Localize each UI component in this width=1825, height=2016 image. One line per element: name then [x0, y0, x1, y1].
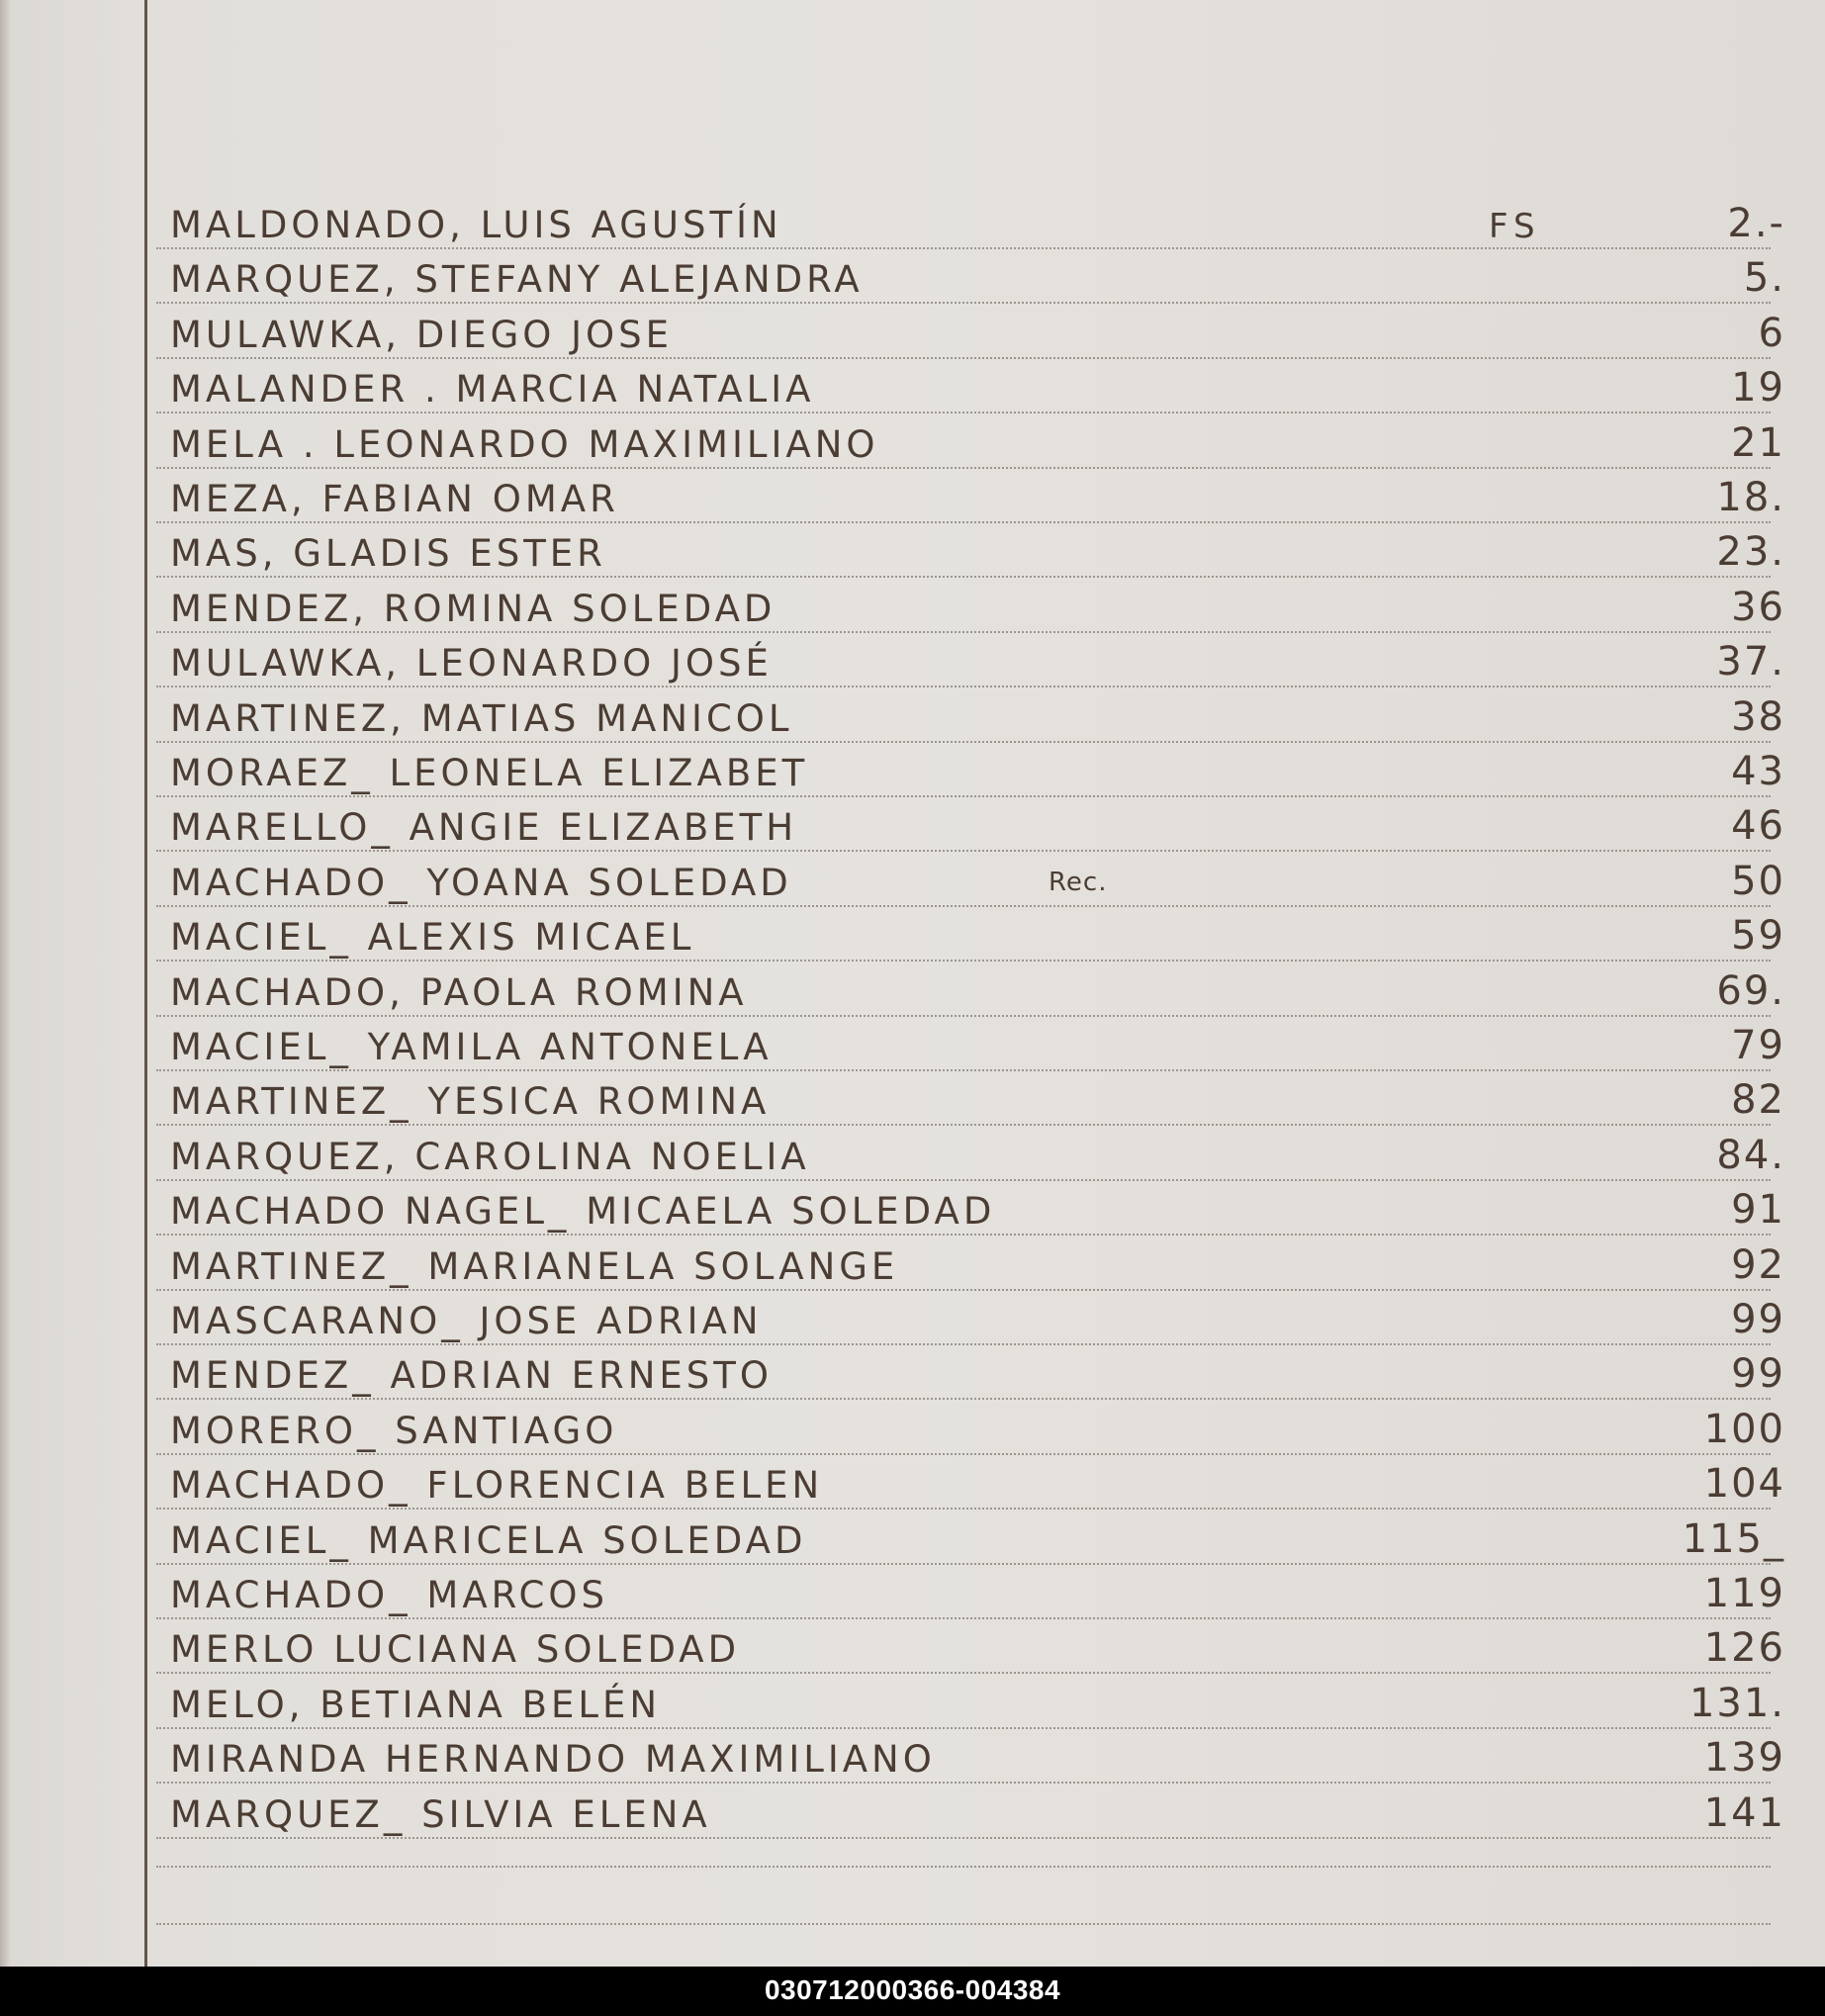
entry-folio: 115_ [1682, 1516, 1785, 1562]
entry-name: MIRANDA HERNANDO MAXIMILIANO [170, 1738, 936, 1781]
entry-name: MARQUEZ, CAROLINA NOELIA [170, 1136, 810, 1178]
entry-folio: 92 [1731, 1242, 1785, 1288]
entry-folio: 79 [1731, 1023, 1785, 1068]
list-item [0, 466, 1825, 521]
list-item [0, 1234, 1825, 1289]
list-item [0, 1616, 1825, 1672]
list-item [0, 904, 1825, 960]
folio-header-label: FS [1489, 207, 1541, 246]
entry-folio: 50 [1731, 859, 1785, 904]
list-item [0, 794, 1825, 850]
entry-name: MASCARANO_ JOSE ADRIAN [170, 1300, 763, 1342]
entry-folio: 18. [1716, 475, 1785, 520]
list-item [0, 1124, 1825, 1179]
entry-folio: 126 [1703, 1625, 1785, 1671]
entry-name: MEZA, FABIAN OMAR [170, 478, 619, 520]
list-item [0, 520, 1825, 576]
entry-folio: 21 [1731, 420, 1785, 466]
entry-folio: 43 [1731, 749, 1785, 794]
list-item [0, 1288, 1825, 1343]
entry-folio: 100 [1703, 1407, 1785, 1452]
entry-name: MERLO LUCIANA SOLEDAD [170, 1628, 741, 1671]
entry-name: MARQUEZ_ SILVIA ELENA [170, 1793, 711, 1836]
entry-name: MACHADO_ MARCOS [170, 1574, 608, 1616]
list-item [0, 1782, 1825, 1837]
entry-name: MACHADO, PAOLA ROMINA [170, 971, 748, 1014]
entry-folio: 139 [1703, 1735, 1785, 1781]
list-item [0, 630, 1825, 686]
entry-name: MACHADO NAGEL_ MICAELA SOLEDAD [170, 1190, 996, 1233]
entry-folio: 91 [1731, 1187, 1785, 1233]
list-item [0, 1398, 1825, 1453]
list-item [0, 412, 1825, 467]
ruled-line [156, 1923, 1771, 1925]
entry-folio: 84. [1716, 1133, 1785, 1178]
entry-name: MACIEL_ ALEXIS MICAEL [170, 916, 695, 959]
entry-folio: 131. [1688, 1681, 1785, 1726]
entry-name: MACIEL_ YAMILA ANTONELA [170, 1026, 773, 1068]
entry-name: MORERO_ SANTIAGO [170, 1410, 618, 1452]
entry-name: MARTINEZ, MATIAS MANICOL [170, 697, 793, 740]
entry-folio: 59 [1731, 913, 1785, 959]
entry-name: MORAEZ_ LEONELA ELIZABET [170, 752, 809, 794]
entry-folio: 2.- [1727, 201, 1785, 246]
list-item [0, 1342, 1825, 1398]
list-item [0, 1672, 1825, 1727]
entry-name: MENDEZ_ ADRIAN ERNESTO [170, 1354, 773, 1397]
entry-folio: 99 [1731, 1297, 1785, 1342]
entry-name: MALDONADO, LUIS AGUSTÍN [170, 204, 782, 246]
list-item [0, 1452, 1825, 1508]
entry-folio: 36 [1731, 585, 1785, 630]
list-item [0, 246, 1825, 302]
list-item [0, 1178, 1825, 1234]
entry-name: MAS, GLADIS ESTER [170, 532, 606, 575]
entry-name: MACHADO_ FLORENCIA BELEN [170, 1464, 824, 1507]
list-item [0, 192, 1825, 247]
entry-folio: 104 [1703, 1461, 1785, 1507]
entry-name: MELA . LEONARDO MAXIMILIANO [170, 423, 879, 466]
entry-name: MENDEZ, ROMINA SOLEDAD [170, 588, 776, 630]
document-id: 030712000366-004384 [764, 1974, 1061, 2005]
entry-name: MARTINEZ_ YESICA ROMINA [170, 1080, 771, 1123]
list-item [0, 1562, 1825, 1617]
entry-name: MACHADO_ YOANA SOLEDAD [170, 862, 792, 904]
list-item [0, 960, 1825, 1015]
entry-name: MARELLO_ ANGIE ELIZABETH [170, 806, 798, 849]
entry-folio: 69. [1716, 968, 1785, 1014]
entry-folio: 23. [1716, 529, 1785, 575]
entry-folio: 46 [1731, 803, 1785, 849]
entry-folio: 82 [1731, 1077, 1785, 1123]
entry-folio: 38 [1731, 694, 1785, 740]
entry-folio: 19 [1731, 365, 1785, 411]
entry-name: MARQUEZ, STEFANY ALEJANDRA [170, 258, 864, 301]
list-item [0, 850, 1825, 905]
entry-name: MELO, BETIANA BELÉN [170, 1684, 662, 1726]
entry-name: MULAWKA, DIEGO JOSE [170, 314, 674, 356]
entry-name: MACIEL_ MARICELA SOLEDAD [170, 1519, 807, 1562]
list-item [0, 576, 1825, 631]
list-item [0, 356, 1825, 412]
entry-folio: 99 [1731, 1351, 1785, 1397]
entry-folio: 141 [1703, 1790, 1785, 1836]
entry-folio: 6 [1758, 311, 1785, 356]
entry-note: Rec. [1049, 868, 1108, 897]
entry-folio: 37. [1716, 639, 1785, 685]
entry-name: MARTINEZ_ MARIANELA SOLANGE [170, 1245, 899, 1288]
entry-folio: 5. [1743, 255, 1785, 301]
list-item [0, 740, 1825, 795]
list-item [0, 1014, 1825, 1069]
list-item [0, 1508, 1825, 1563]
ruled-line [156, 1866, 1771, 1868]
entry-name: MALANDER . MARCIA NATALIA [170, 368, 815, 411]
entry-name: MULAWKA, LEONARDO JOSÉ [170, 642, 773, 685]
list-item [0, 1726, 1825, 1782]
list-item [0, 686, 1825, 741]
list-item [0, 1068, 1825, 1124]
entry-folio: 119 [1703, 1571, 1785, 1616]
list-item [0, 302, 1825, 357]
scan-footer [0, 1967, 1825, 2016]
ruled-line [156, 1837, 1771, 1839]
